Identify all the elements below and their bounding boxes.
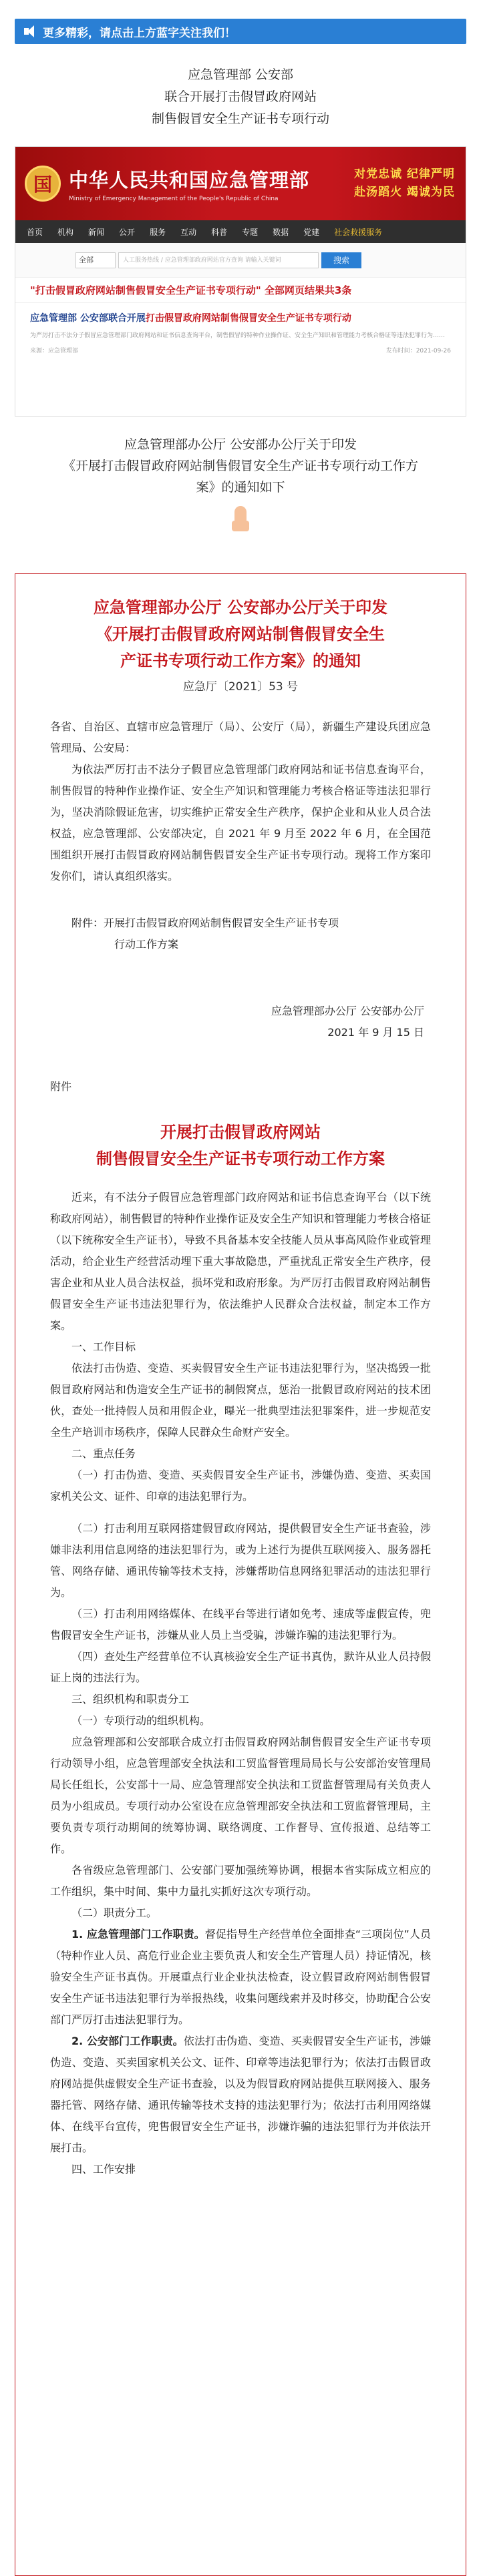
section-heading: 二、重点任务 xyxy=(71,1447,136,1460)
official-document xyxy=(15,573,466,2576)
result-title-a: 应急管理部 公安部联合开展 xyxy=(30,313,146,324)
title-line: 《开展打击假冒政府网站制售假冒安全生 xyxy=(96,625,385,643)
result-title-b: 打击假冒政府网站制售假冒安全生产证书专项行动 xyxy=(145,313,351,324)
follow-banner-text: 更多精彩，请点击上方蓝字关注我们！ xyxy=(43,26,236,40)
site-name-cn: 中华人民共和国应急管理部 xyxy=(69,168,310,192)
site-nav xyxy=(15,220,466,243)
result-date: 发布时间：2021-09-26 xyxy=(385,348,451,354)
plan-paragraph: 近来，有不法分子假冒应急管理部门政府网站和证书信息查询平台（以下统称政府网站），制售假冒的特种作业操作证及安全生产知识和管理能力考核合格证（以下统称安全生产证书），导致不具备基本安全技能人员从事高风险作业或管理活动，给企业生产经营活动埋下重大事故隐患，严重扰乱正常安全生产秩序，侵害企业和从业人员合法权益，损坏党和政府形象。为严厉打击假冒政府网站制售假冒安全生产证书违法犯罪行为，依法维护人民群众合法权益，制定本工作方案。 xyxy=(50,1191,431,1332)
duty-paragraph xyxy=(50,2031,431,2159)
subsection-heading: （一）专项行动的组织机构。 xyxy=(71,1714,211,1727)
caption-line: 案》的通知如下 xyxy=(196,480,285,495)
plan-title xyxy=(50,1119,431,1172)
slogan-line: 赴汤蹈火 竭诚为民 xyxy=(354,186,455,199)
task-item: （二）打击利用互联网搭建假冒政府网站，提供假冒安全生产证书查验，涉嫌非法利用信息网络的违法犯罪行为，或为上述行为提供互联网接入、服务器托管、网络存储、通讯传输等技术支持，涉嫌帮助信息网络犯罪活动的违法犯罪行为。 xyxy=(50,1522,431,1599)
plan-paragraph: 依法打击伪造、变造、买卖假冒安全生产证书违法犯罪行为，坚决捣毁一批假冒政府网站和伪造安全生产证书的制假窝点，惩治一批假冒政府网站的技术团伙，查处一批持假人员和用假企业，曝光一批典型违法犯罪案件，进一步规范安全生产培训市场秩序，保障人民群众生命财产安全。 xyxy=(50,1362,431,1439)
slogan-line: 对党忠诚 纪律严明 xyxy=(354,168,455,181)
nav-item[interactable]: 专题 xyxy=(242,227,259,237)
caption-line: 《开展打击假冒政府网站制售假冒安全生产证书专项行动工作方 xyxy=(62,459,418,473)
nav-item[interactable]: 科普 xyxy=(211,227,228,237)
result-description: 为严厉打击不法分子假冒应急管理部门政府网站和证书信息查询平台，制售假冒的特种作业操作证、安全生产知识和管理能力考核合格证等违法犯罪行为…… xyxy=(30,332,446,339)
national-emblem-icon: 国 xyxy=(25,166,61,202)
title-line: 产证书专项行动工作方案》的通知 xyxy=(120,652,361,670)
section-heading: 一、工作目标 xyxy=(71,1340,136,1353)
nav-item[interactable]: 新闻 xyxy=(88,227,105,237)
annex-line: 附件：开展打击假冒政府网站制售假冒安全生产证书专项 xyxy=(71,917,339,929)
website-screenshot xyxy=(15,146,466,417)
nav-item[interactable]: 首页 xyxy=(27,227,43,237)
document-addressee: 各省、自治区、直辖市应急管理厅（局）、公安厅（局），新疆生产建设兵团应急管理局、公安局： xyxy=(50,720,431,754)
duty-label: 1. 应急管理部门工作职责。 xyxy=(71,1928,205,1941)
document-caption xyxy=(0,434,481,498)
duty-text: 依法打击伪造、变造、买卖假冒安全生产证书，涉嫌伪造、变造、买卖国家机关公文、证件、印章等违法犯罪行为；依法打击假冒政府网站提供虚假安全生产证书查验，以及为假冒政府网站提供互联网接入、服务器托管、网络存储、通讯传输等技术支持的违法犯罪行为；依法打击利用网络媒体、在线平台宣传，兜售假冒安全生产证书，涉嫌诈骗的违法犯罪行为并依法开展打击。 xyxy=(50,2035,431,2154)
title-line: 应急管理部办公厅 公安部办公厅关于印发 xyxy=(93,598,388,617)
follow-banner[interactable] xyxy=(15,19,466,44)
nav-item[interactable]: 服务 xyxy=(150,227,166,237)
plan-paragraph: 各省级应急管理部门、公安部门要加强统筹协调，根据本省实际成立相应的工作组织，集中时间、集中力量扎实抓好这次专项行动。 xyxy=(50,1864,431,1898)
task-item: （一）打击伪造、变造、买卖假冒安全生产证书，涉嫌伪造、变造、买卖国家机关公文、证件、印章的违法犯罪行为。 xyxy=(50,1469,431,1503)
search-scope-select[interactable]: 全部 xyxy=(75,252,116,268)
title-line: 制售假冒安全生产证书专项行动工作方案 xyxy=(96,1149,385,1168)
search-button[interactable]: 搜索 xyxy=(321,252,361,268)
result-meta xyxy=(30,346,451,354)
duty-text: 督促指导生产经营单位全面排查“三项岗位”人员（特种作业人员、高危行业企业主要负责人和安全生产管理人员）持证情况，核验安全生产证书真伪。开展重点行业企业执法检查，设立假冒政府网站制售假冒安全生产证书违法犯罪行为举报热线，收集问题线索并及时移交，协助配合公安部门严厉打击违法犯罪行为。 xyxy=(50,1928,431,2026)
task-item: （三）打击利用网络媒体、在线平台等进行诸如免考、速成等虚假宣传，兜售假冒安全生产证书，涉嫌从业人员上当受骗，涉嫌诈骗的违法犯罪行为。 xyxy=(50,1607,431,1641)
caption-line: 应急管理部办公厅 公安部办公厅关于印发 xyxy=(124,437,357,452)
intro-line: 制售假冒安全生产证书专项行动 xyxy=(151,111,329,126)
document-body: 为依法严厉打击不法分子假冒应急管理部门政府网站和证书信息查询平台，制售假冒的特种作业操作证、安全生产知识和管理能力考核合格证等违法犯罪行为，坚决消除假证危害，切实维护正常安全生产秩序，保护企业和从业人员合法权益，应急管理部、公安部决定，自 2021 年 9 月至 2022 年 6 月，在全国范围组织开展打击假冒政府网站制售假冒安全生产证书专项行动。现将工作方案印发你们，请认真组织落实。 xyxy=(50,763,431,882)
site-header xyxy=(15,147,466,220)
search-result-item[interactable] xyxy=(15,303,466,362)
annex-line: 行动工作方案 xyxy=(114,938,179,951)
site-name xyxy=(69,166,309,202)
nav-item[interactable]: 社会救援服务 xyxy=(334,227,383,237)
title-line: 开展打击假冒政府网站 xyxy=(160,1123,321,1141)
intro-line: 应急管理部 公安部 xyxy=(187,67,294,82)
signers: 应急管理部办公厅 公安部办公厅 xyxy=(271,1005,424,1017)
result-source: 来源：应急管理部 xyxy=(30,348,79,354)
plan-paragraph: 应急管理部和公安部联合成立打击假冒政府网站制售假冒安全生产证书专项行动领导小组，应急管理部安全执法和工贸监督管理局局长与公安部治安管理局局长任组长，公安部十一局、应急管理部安全执法和工贸监督管理局有关负责人员为小组成员。专项行动办公室设在应急管理部安全执法和工贸监督管理局，主要负责专项行动期间的统筹协调、联络调度、工作督导、宣传报道、总结等工作。 xyxy=(50,1736,431,1855)
search-input[interactable]: 人工服务热线 / 应急管理部政府网站官方查询 请输入关键词 xyxy=(118,252,319,268)
section-heading: 三、组织机构和职责分工 xyxy=(71,1693,190,1706)
result-title[interactable] xyxy=(30,311,451,324)
intro-line: 联合开展打击假冒政府网站 xyxy=(164,89,317,104)
site-search xyxy=(15,243,466,278)
document-title xyxy=(50,594,431,674)
annex-label: 附件 xyxy=(50,1080,72,1093)
intro-heading xyxy=(0,64,481,130)
site-name-en: Ministry of Emergency Management of the People's Republic of China xyxy=(69,195,279,202)
nav-item[interactable]: 数据 xyxy=(273,227,289,237)
nav-item[interactable]: 机构 xyxy=(57,227,74,237)
annex-reference xyxy=(50,913,431,955)
document-number: 应急厅〔2021〕53 号 xyxy=(182,680,299,694)
sign-date: 2021 年 9 月 15 日 xyxy=(327,1026,424,1039)
signature-block xyxy=(50,1001,431,1043)
duty-label: 2. 公安部门工作职责。 xyxy=(71,2035,184,2047)
site-slogan xyxy=(354,166,455,202)
search-result-summary: "打击假冒政府网站制售假冒安全生产证书专项行动" 全部网页结果共3条 xyxy=(15,278,466,303)
article-page xyxy=(0,19,481,2576)
nav-item[interactable]: 公开 xyxy=(119,227,136,237)
duty-paragraph xyxy=(50,1924,431,2031)
nav-item[interactable]: 互动 xyxy=(180,227,197,237)
task-item: （四）查处生产经营单位不认真核验安全生产证书真伪，默许从业人员持假证上岗的违法行为。 xyxy=(50,1650,431,1684)
subsection-heading: （二）职责分工。 xyxy=(71,1906,158,1919)
nav-item[interactable]: 党建 xyxy=(303,227,320,237)
pointing-down-icon xyxy=(0,506,481,537)
speaker-icon xyxy=(23,24,37,39)
section-heading: 四、工作安排 xyxy=(71,2163,136,2175)
